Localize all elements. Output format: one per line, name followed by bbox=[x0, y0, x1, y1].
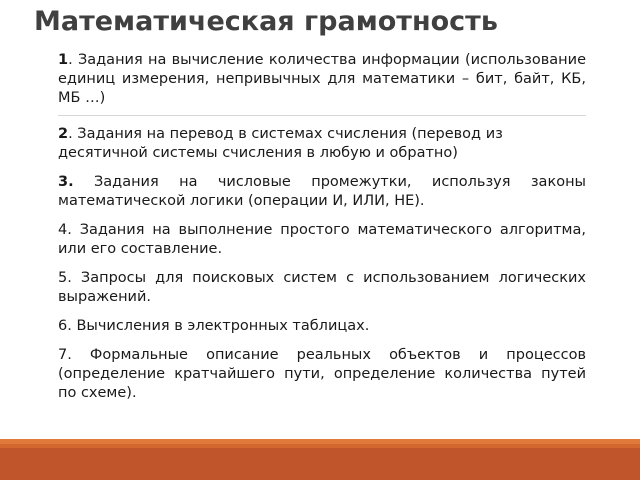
footer-bar bbox=[0, 439, 640, 480]
task-text-6: 6. Вычисления в электронных таблицах. bbox=[58, 318, 370, 334]
task-text-5: 5. Запросы для поисковых систем с использованием логических выражений. bbox=[58, 270, 586, 305]
task-list bbox=[58, 51, 586, 413]
task-item-6 bbox=[58, 317, 586, 336]
task-text-2: . Задания на перевод в системах счисления (перевод из десятичной системы счисления в любую и обратно) bbox=[58, 126, 503, 161]
task-item-4 bbox=[58, 221, 586, 259]
task-number-3: 3. bbox=[58, 174, 74, 190]
task-item-3 bbox=[58, 173, 586, 211]
task-text-1: . Задания на вычисление количества информации (использование единиц измерения, непривычных для математики – бит, байт, КБ, МБ …) bbox=[58, 52, 586, 106]
task-item-1 bbox=[58, 51, 586, 108]
task-text-4: 4. Задания на выполнение простого математического алгоритма, или его составление. bbox=[58, 222, 586, 257]
task-text-3: Задания на числовые промежутки, используя законы математической логики (операции И, ИЛИ, НЕ). bbox=[58, 174, 586, 209]
task-item-2 bbox=[58, 125, 586, 163]
task-item-7 bbox=[58, 346, 586, 403]
slide-title: Математическая грамотность bbox=[34, 6, 498, 37]
task-number-2: 2 bbox=[58, 126, 69, 142]
task-text-7: 7. Формальные описание реальных объектов и процессов (определение кратчайшего пути, определение количества путей по схеме). bbox=[58, 347, 586, 401]
divider bbox=[58, 115, 586, 116]
task-number-1: 1 bbox=[58, 52, 69, 68]
task-item-5 bbox=[58, 269, 586, 307]
